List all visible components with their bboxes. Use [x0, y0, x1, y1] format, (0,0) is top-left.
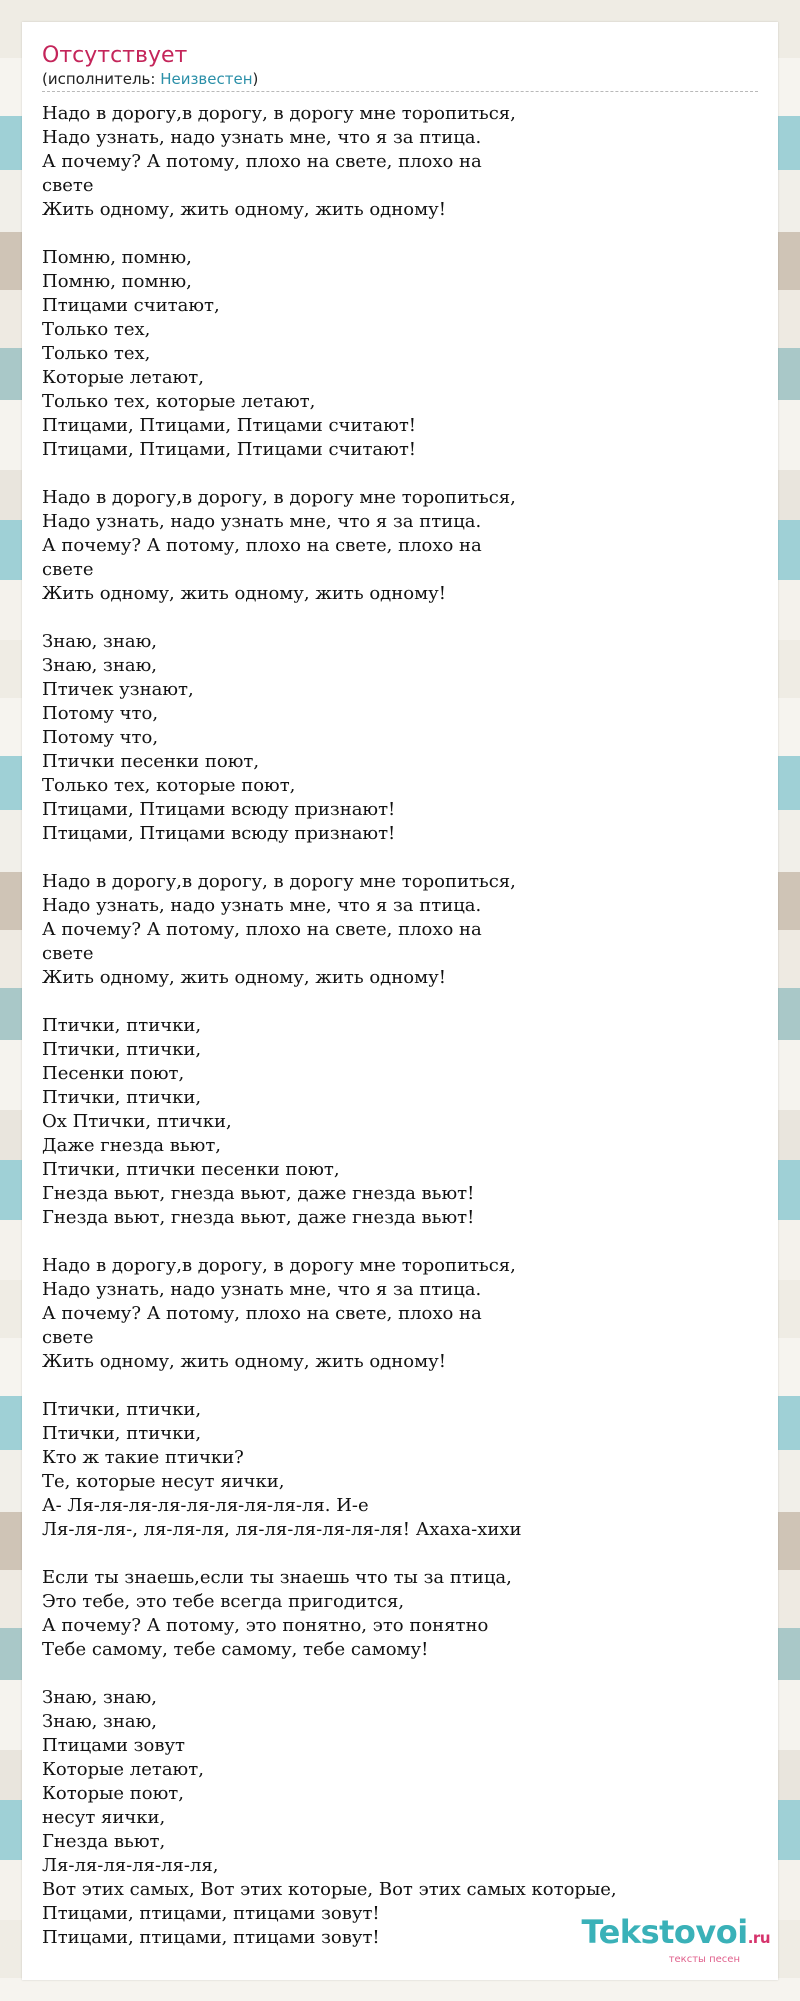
- lyric-line: Помню, помню,: [42, 247, 192, 268]
- lyric-line: А почему? А потому, плохо на свете, плохо на: [42, 535, 482, 556]
- lyrics-page: [22, 22, 778, 1980]
- lyric-line: несут яички,: [42, 1807, 166, 1828]
- lyric-line: Надо в дорогу,в дорогу, в дорогу мне торопиться,: [42, 871, 516, 892]
- lyric-line: Птички, птички,: [42, 1087, 202, 1108]
- lyric-line: А почему? А потому, плохо на свете, плохо на: [42, 919, 482, 940]
- artist-prefix: (исполнитель:: [42, 70, 161, 88]
- lyric-line: Надо узнать, надо узнать мне, что я за птица.: [42, 511, 482, 532]
- lyric-line: Знаю, знаю,: [42, 655, 157, 676]
- lyric-line: Надо в дорогу,в дорогу, в дорогу мне торопиться,: [42, 1255, 516, 1276]
- lyric-line: Только тех,: [42, 319, 151, 340]
- lyric-line: свете: [42, 559, 94, 580]
- stanza-break: [42, 606, 758, 630]
- lyric-line: Птицами, птицами, птицами зовут!: [42, 1903, 380, 1924]
- stanza-break: [42, 1542, 758, 1566]
- lyric-line: Ля-ля-ля-, ля-ля-ля, ля-ля-ля-ля-ля-ля! Ахаха-хихи: [42, 1519, 522, 1540]
- lyric-line: Знаю, знаю,: [42, 1711, 157, 1732]
- lyric-line: Птички песенки поют,: [42, 751, 260, 772]
- stanza-break: [42, 1230, 758, 1254]
- stanza-break: [42, 846, 758, 870]
- lyric-line: свете: [42, 943, 94, 964]
- lyric-line: Песенки поют,: [42, 1063, 185, 1084]
- lyric-line: Птицами считают,: [42, 295, 220, 316]
- logo-name: Tekstovoi: [581, 1913, 748, 1951]
- song-header: [42, 42, 758, 92]
- lyric-line: Птички, птички песенки поют,: [42, 1159, 340, 1180]
- lyric-line: Которые летают,: [42, 367, 204, 388]
- lyric-line: Гнезда вьют,: [42, 1831, 166, 1852]
- lyric-line: Птицами, Птицами, Птицами считают!: [42, 439, 417, 460]
- lyric-line: Кто ж такие птички?: [42, 1447, 244, 1468]
- lyric-line: А почему? А потому, плохо на свете, плохо на: [42, 1303, 482, 1324]
- lyric-line: Потому что,: [42, 727, 159, 748]
- lyric-line: Ля-ля-ля-ля-ля-ля,: [42, 1855, 219, 1876]
- lyric-line: Знаю, знаю,: [42, 631, 157, 652]
- lyric-line: Птицами, Птицами всюду признают!: [42, 823, 396, 844]
- stanza-break: [42, 1662, 758, 1686]
- lyric-line: А почему? А потому, это понятно, это понятно: [42, 1615, 489, 1636]
- song-title: Отсутствует: [42, 43, 188, 68]
- lyric-line: Птичек узнают,: [42, 679, 194, 700]
- lyric-line: Тебе самому, тебе самому, тебе самому!: [42, 1639, 429, 1660]
- lyric-line: Гнезда вьют, гнезда вьют, даже гнезда вьют!: [42, 1183, 475, 1204]
- lyric-line: Которые летают,: [42, 1759, 204, 1780]
- lyric-line: Жить одному, жить одному, жить одному!: [42, 1351, 446, 1372]
- lyric-line: Знаю, знаю,: [42, 1687, 157, 1708]
- lyric-line: Жить одному, жить одному, жить одному!: [42, 199, 446, 220]
- lyric-line: Жить одному, жить одному, жить одному!: [42, 583, 446, 604]
- lyric-line: Потому что,: [42, 703, 159, 724]
- lyric-line: Птички, птички,: [42, 1015, 202, 1036]
- lyrics-text: [42, 102, 758, 1950]
- lyric-line: Только тех,: [42, 343, 151, 364]
- lyric-line: Вот этих самых, Вот этих которые, Вот этих самых которые,: [42, 1879, 617, 1900]
- lyric-line: Которые поют,: [42, 1783, 184, 1804]
- lyric-line: Птицами, птицами, птицами зовут!: [42, 1927, 380, 1948]
- artist-line: [42, 70, 758, 89]
- lyric-line: свете: [42, 175, 94, 196]
- lyric-line: Только тех, которые поют,: [42, 775, 296, 796]
- lyric-line: Те, которые несут яички,: [42, 1471, 285, 1492]
- artist-suffix: ): [252, 70, 259, 88]
- lyric-line: Это тебе, это тебе всегда пригодится,: [42, 1591, 405, 1612]
- lyric-line: Даже гнезда вьют,: [42, 1135, 222, 1156]
- lyric-line: свете: [42, 1327, 94, 1348]
- stanza-break: [42, 1374, 758, 1398]
- site-logo[interactable]: [581, 1913, 770, 1966]
- lyric-line: Надо в дорогу,в дорогу, в дорогу мне торопиться,: [42, 487, 516, 508]
- lyric-line: Надо узнать, надо узнать мне, что я за птица.: [42, 127, 482, 148]
- logo-domain: .ru: [747, 1929, 770, 1947]
- lyric-line: А почему? А потому, плохо на свете, плохо на: [42, 151, 482, 172]
- lyric-line: Птички, птички,: [42, 1039, 202, 1060]
- lyric-line: Только тех, которые летают,: [42, 391, 316, 412]
- lyric-line: Надо узнать, надо узнать мне, что я за птица.: [42, 1279, 482, 1300]
- stanza-break: [42, 462, 758, 486]
- lyric-line: Птицами, Птицами всюду признают!: [42, 799, 396, 820]
- lyric-line: Если ты знаешь,если ты знаешь что ты за птица,: [42, 1567, 512, 1588]
- lyric-line: Птицами зовут: [42, 1735, 186, 1756]
- logo-tagline: тексты песен: [668, 1954, 740, 1965]
- lyric-line: Надо узнать, надо узнать мне, что я за птица.: [42, 895, 482, 916]
- stanza-break: [42, 222, 758, 246]
- lyric-line: Жить одному, жить одному, жить одному!: [42, 967, 446, 988]
- lyric-line: Надо в дорогу,в дорогу, в дорогу мне торопиться,: [42, 103, 516, 124]
- lyric-line: Птички, птички,: [42, 1423, 202, 1444]
- lyric-line: А- Ля-ля-ля-ля-ля-ля-ля-ля-ля. И-е: [42, 1495, 369, 1516]
- artist-link[interactable]: Неизвестен: [160, 70, 253, 88]
- lyric-line: Птички, птички,: [42, 1399, 202, 1420]
- lyric-line: Гнезда вьют, гнезда вьют, даже гнезда вьют!: [42, 1207, 475, 1228]
- logo-wordmark: [581, 1913, 770, 1954]
- stanza-break: [42, 990, 758, 1014]
- lyric-line: Помню, помню,: [42, 271, 192, 292]
- lyric-line: Птицами, Птицами, Птицами считают!: [42, 415, 417, 436]
- lyric-line: Ох Птички, птички,: [42, 1111, 232, 1132]
